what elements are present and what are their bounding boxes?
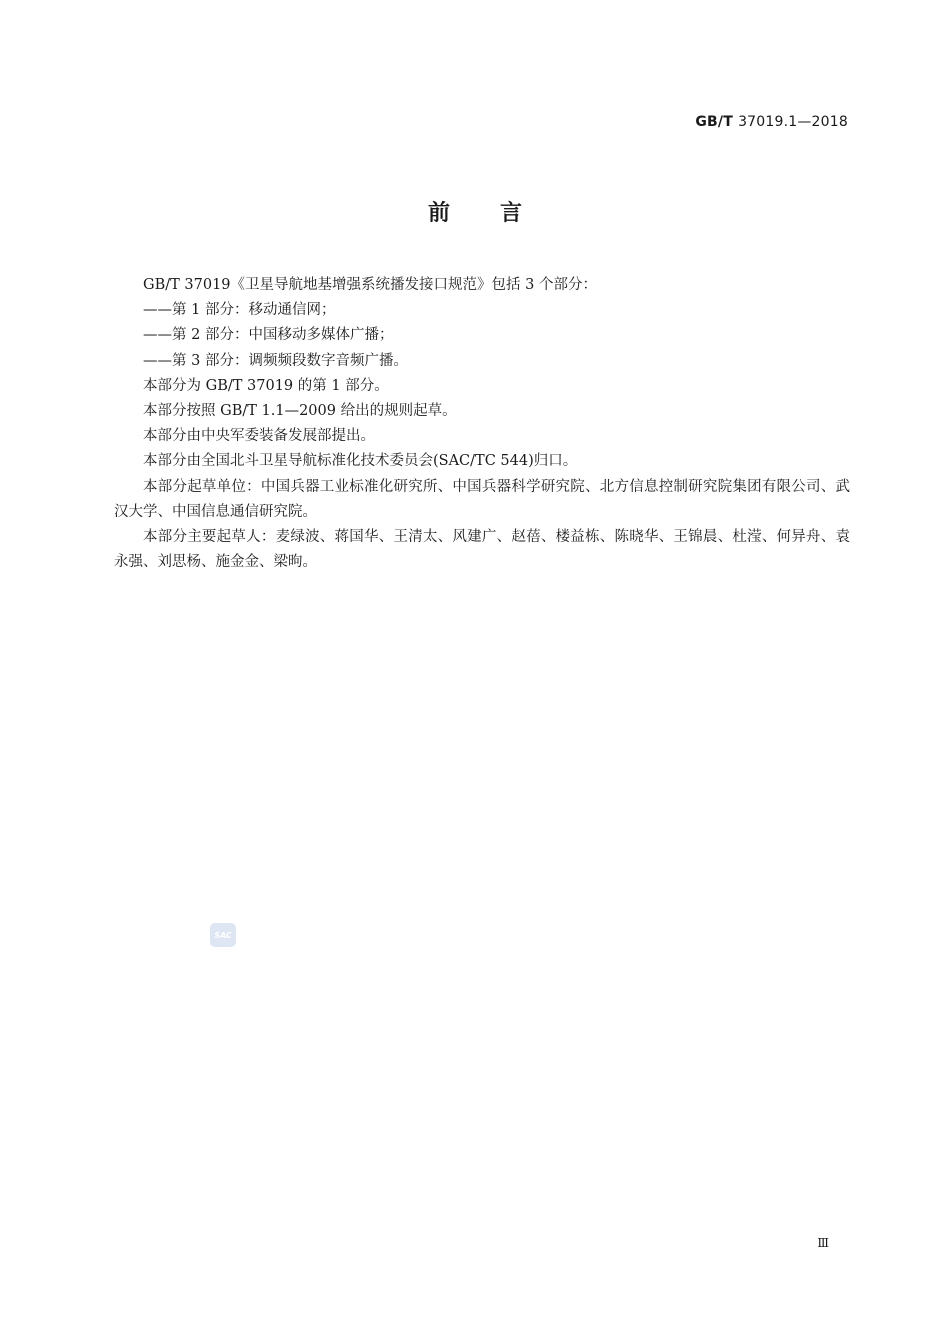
page-number: Ⅲ xyxy=(817,1236,829,1250)
page-title: 前言 xyxy=(427,201,572,226)
list-item-part-1: ——第 1 部分：移动通信网； xyxy=(143,302,336,319)
watermark-text: SAC xyxy=(214,930,232,940)
standard-prefix: GB/T xyxy=(695,114,733,130)
standard-code: 37019.1—2018 xyxy=(738,114,848,130)
list-item-part-2: ——第 2 部分：中国移动多媒体广播； xyxy=(143,327,394,344)
paragraph-drafters: 本部分主要起草人：麦绿波、蒋国华、王清太、风建广、赵蓓、楼益栋、陈晓华、王锦晨、杜滢、何异舟、袁永强、刘思杨、施金金、梁昫。 xyxy=(114,529,850,571)
paragraph-centralized-by: 本部分由全国北斗卫星导航标准化技术委员会(SAC/TC 544)归口。 xyxy=(143,453,578,470)
paragraph-parts-intro: GB/T 37019《卫星导航地基增强系统播发接口规范》包括 3 个部分： xyxy=(143,277,597,293)
sac-logo-icon xyxy=(210,923,236,947)
foreword-body xyxy=(114,273,850,575)
paragraph-proposed-by: 本部分由中央军委装备发展部提出。 xyxy=(143,428,375,445)
standard-number xyxy=(695,114,848,130)
paragraph-this-part: 本部分为 GB/T 37019 的第 1 部分。 xyxy=(143,377,389,394)
list-item-part-3: ——第 3 部分：调频频段数字音频广播。 xyxy=(143,352,408,369)
paragraph-drafting-rules: 本部分按照 GB/T 1.1—2009 给出的规则起草。 xyxy=(143,403,457,420)
paragraph-drafting-units: 本部分起草单位：中国兵器工业标准化研究所、中国兵器科学研究院、北方信息控制研究院集团有限公司、武汉大学、中国信息通信研究院。 xyxy=(114,478,850,520)
